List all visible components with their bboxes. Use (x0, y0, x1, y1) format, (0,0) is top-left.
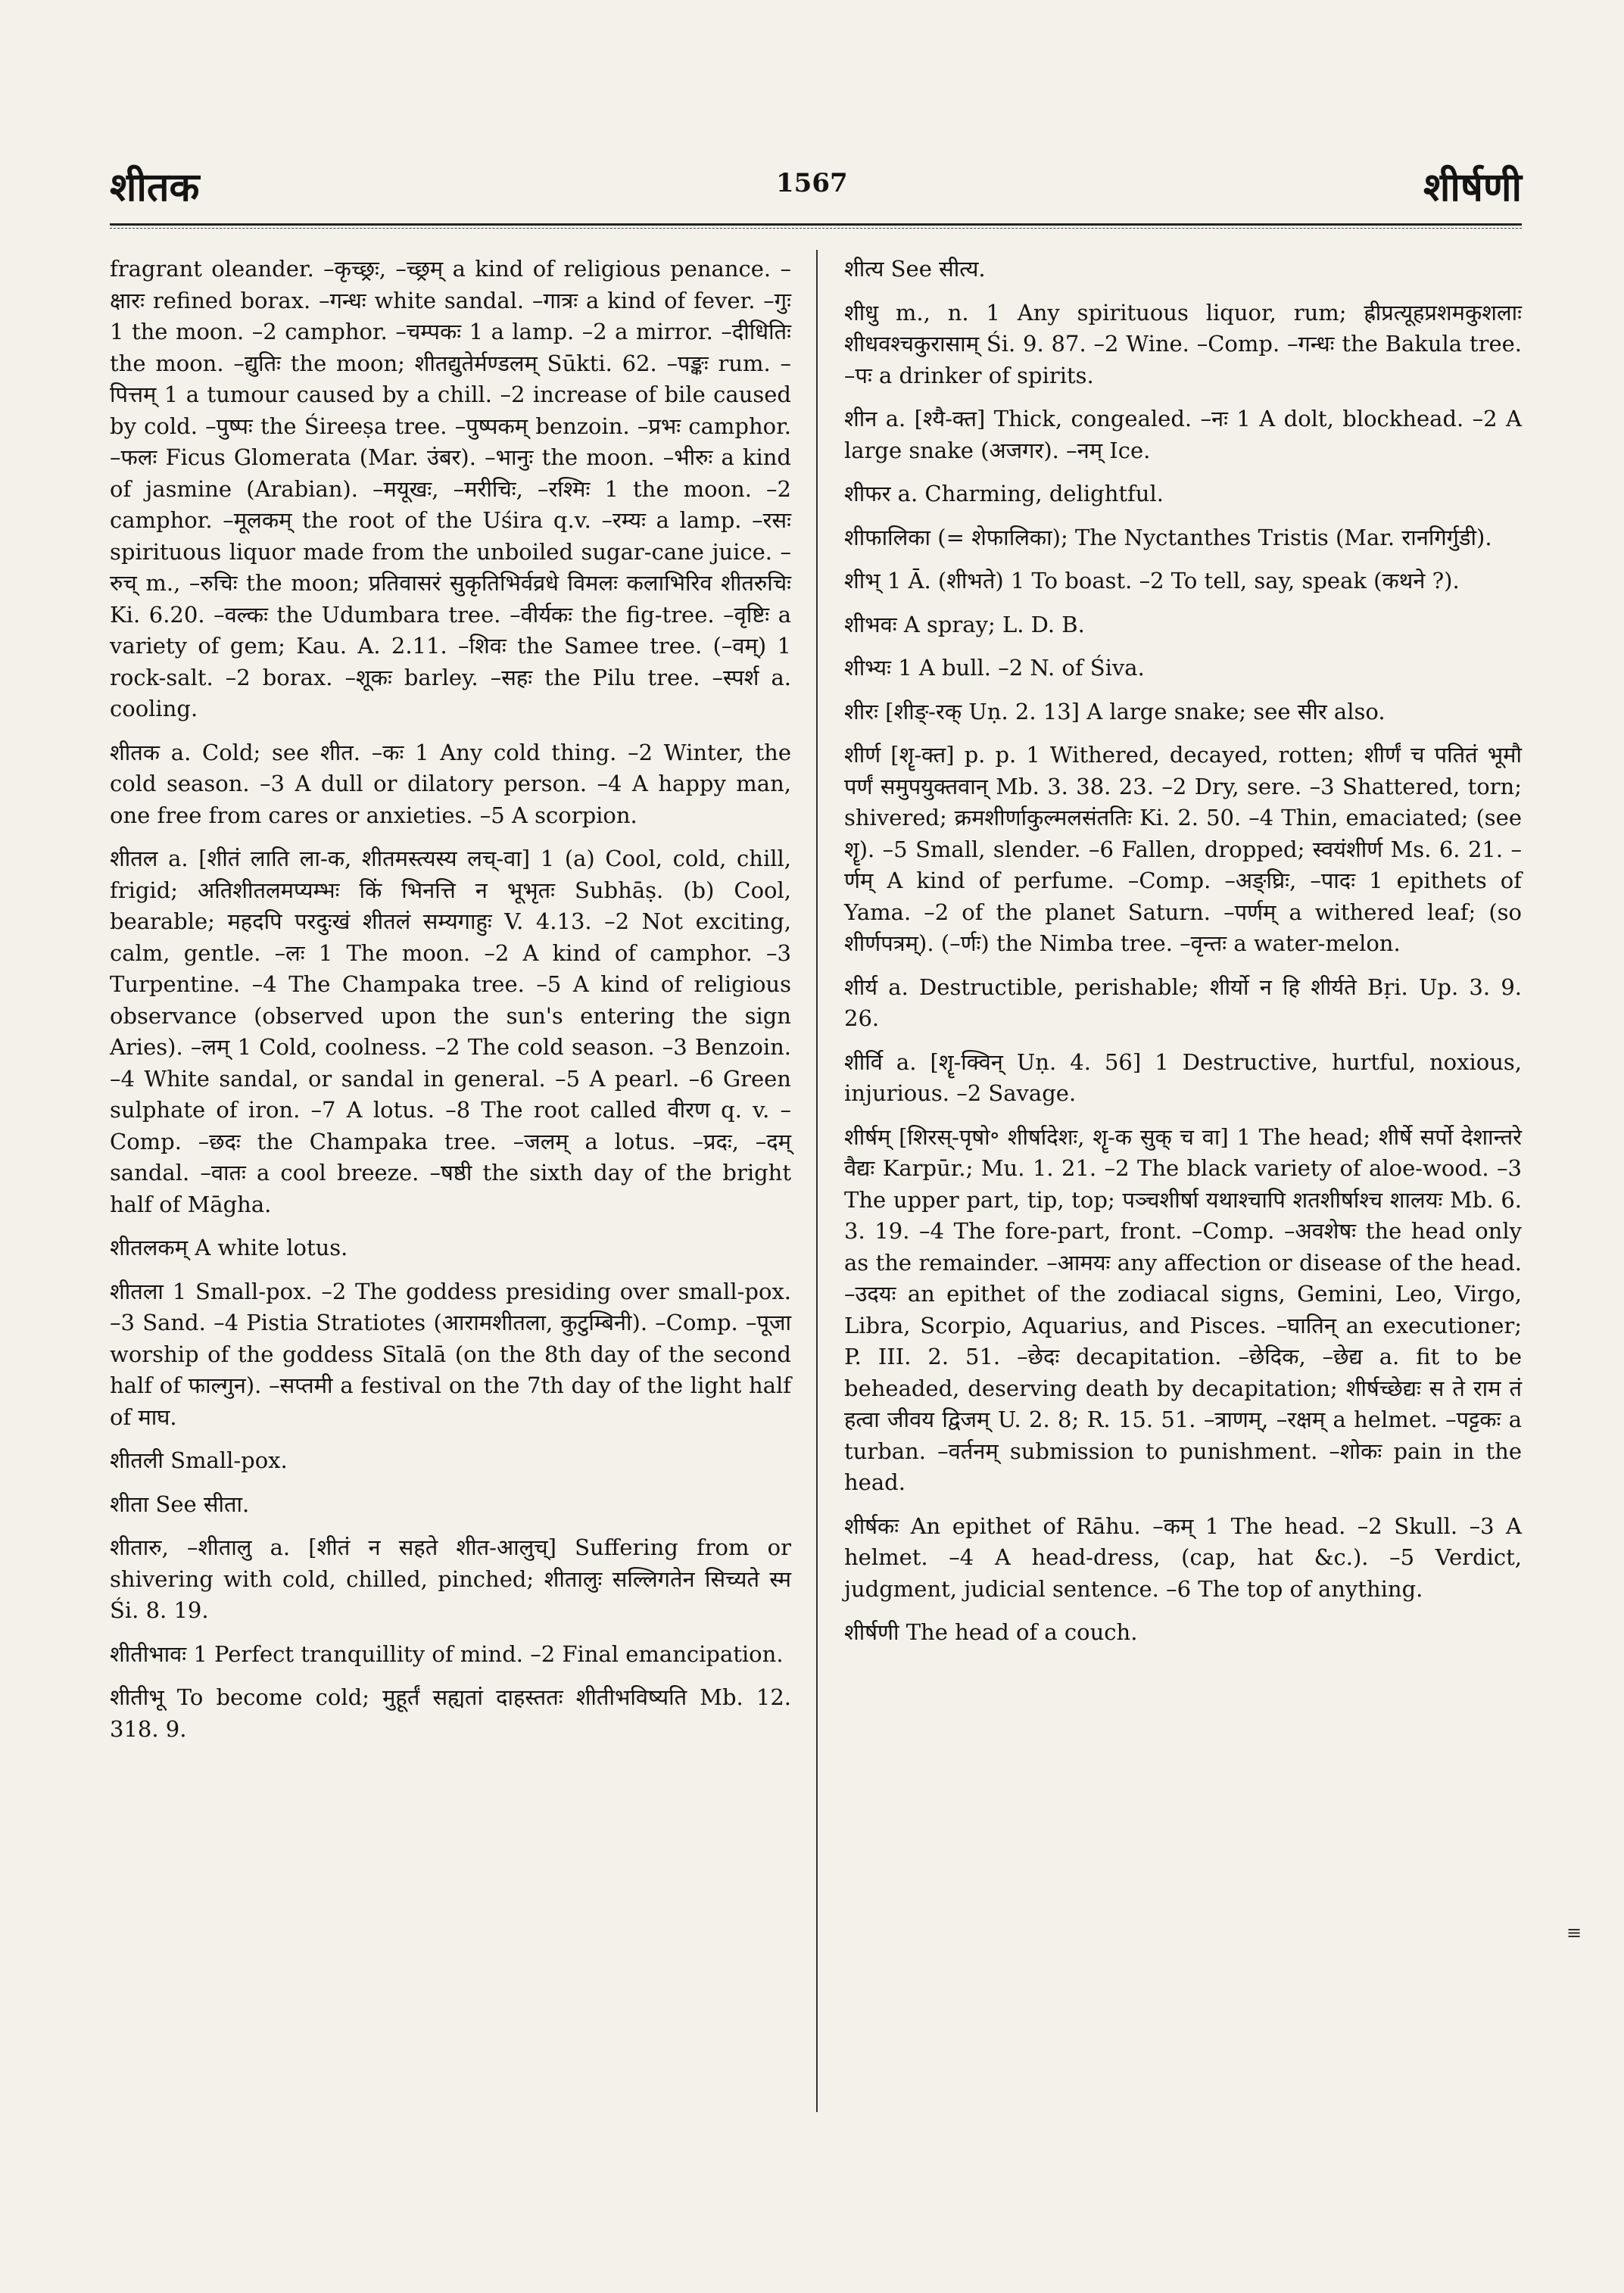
entry-text: शीर्य a. Destructible, perishable; शीर्यो न हि शीर्यते Bṛi. Up. 3. 9. 26. (844, 974, 1522, 1031)
dictionary-entry (844, 1047, 1522, 1110)
dictionary-entry (110, 843, 791, 1220)
dictionary-entry (844, 565, 1522, 597)
entry-text: शीतारु, –शीतालु a. [शीतं न सहते शीत-आलुच्] Suffering from or shivering with cold, chilled, pinched; शीतालुः सल्लिगतेन सिच्यते स्म Śi. 8. 19. (110, 1534, 791, 1623)
dictionary-entry (844, 740, 1522, 960)
entry-text: शीभवः A spray; L. D. B. (844, 611, 1085, 637)
dictionary-entry (844, 298, 1522, 392)
entry-text: शीभ् 1 Ā. (शीभते) 1 To boast. –2 To tell, say, speak (कथने ?). (844, 568, 1460, 594)
dictionary-entry (844, 696, 1522, 728)
entry-text: शीन a. [श्यै-क्त] Thick, congealed. –नः 1 A dolt, blockhead. –2 A large snake (अजगर). –नम् Ice. (844, 406, 1522, 463)
right-column (844, 254, 1522, 1661)
dictionary-entry (110, 1682, 791, 1745)
dictionary-entry (110, 737, 791, 832)
entry-text: शीत्य See सीत्य. (844, 256, 986, 282)
dictionary-entry (110, 1276, 791, 1434)
entry-text: शीतली Small-pox. (110, 1447, 288, 1473)
column-divider (816, 250, 818, 2112)
dictionary-entry (844, 1617, 1522, 1649)
entry-text: शीफर a. Charming, delightful. (844, 481, 1164, 506)
dictionary-entry (110, 1639, 791, 1671)
dictionary-entry (110, 1532, 791, 1627)
dictionary-entry (844, 1122, 1522, 1499)
page-number: 1567 (776, 168, 848, 198)
dictionary-entry (110, 254, 791, 725)
entry-text: शीभ्यः 1 A bull. –2 N. of Śiva. (844, 655, 1145, 681)
entry-text: शीतीभू To become cold; मुहूर्तं सह्यतां दाहस्ततः शीतीभविष्यति Mb. 12. 318. 9. (110, 1684, 791, 1742)
dictionary-entry (844, 478, 1522, 510)
dictionary-entry (844, 609, 1522, 641)
left-column (110, 254, 791, 1757)
dictionary-entry (844, 1511, 1522, 1606)
entry-text: शीर्षकः An epithet of Rāhu. –कम् 1 The head. –2 Skull. –3 A helmet. –4 A head-dress, (cap, hat &c.). –5 Verdict, judgment, judicial sentence. –6 The top of anything. (844, 1513, 1522, 1602)
entry-text: शीर्षम् [शिरस्-पृषो॰ शीर्षादेशः, शॄ-क सुक् च वा] 1 The head; शीर्षे सर्पो देशान्तरे वैद्यः Karpūr.; Mu. 1. 21. –2 The black variety of aloe-wood. –3 The upper part, tip, top; पञ्चशीर्षा यथाश्चापि शतशीर्षाश्च शालयः Mb. 6. 3. 19. –4 The fore-part, front. –Comp. –अवशेषः the head only as the remainder. –आमयः any affection or disease of the head. –उदयः an epithet of the zodiacal signs, Gemini, Leo, Virgo, Libra, Scorpio, Aquarius, and Pisces. –घातिन् an executioner; P. III. 2. 51. –छेदः decapitation. –छेदिक, –छेद्य a. fit to be beheaded, deserving death by decapitation; शीर्षच्छेद्यः स ते राम तं हत्वा जीवय द्विजम् U. 2. 8; R. 15. 51. –त्राणम्, –रक्षम् a helmet. –पट्टकः a turban. –वर्तनम् submission to punishment. –शोकः pain in the head. (844, 1123, 1522, 1495)
entry-text: शीतक a. Cold; see शीत. –कः 1 Any cold thing. –2 Winter, the cold season. –3 A dull or dilatory person. –4 A happy man, one free from cares or anxieties. –5 A scorpion. (110, 739, 791, 828)
dictionary-entry (110, 1445, 791, 1477)
dictionary-entry (110, 1489, 791, 1521)
page-header (110, 159, 1522, 227)
entry-text: शीर्वि a. [शॄ-क्विन् Uṇ. 4. 56] 1 Destructive, hurtful, noxious, injurious. –2 Savage. (844, 1048, 1522, 1106)
dictionary-entry (844, 254, 1522, 285)
dictionary-entry (110, 1232, 791, 1264)
entry-text: शीरः [शीङ्-रक् Uṇ. 2. 13] A large snake; see सीर also. (844, 698, 1386, 724)
header-rule (110, 223, 1522, 229)
dictionary-entry (844, 522, 1522, 554)
entry-text: शीतल a. [शीतं लाति ला-क, शीतमस्त्यस्य लच्-वा] 1 (a) Cool, cold, chill, frigid; अतिशीतलमप्यम्भः किं भिनत्ति न भूभृतः Subhāṣ. (b) Cool, bearable; महदपि परदुःखं शीतलं सम्यगाहुः V. 4.13. –2 Not exciting, calm, gentle. –लः 1 The moon. –2 A kind of camphor. –3 Turpentine. –4 The Champaka tree. –5 A kind of religious observance (observed upon the sun's entering the sign Aries). –लम् 1 Cold, coolness. –2 The cold season. –3 Benzoin. –4 White sandal, or sandal in general. –5 A pearl. –6 Green sulphate of iron. –7 A lotus. –8 The root called वीरण q. v. –Comp. –छदः the Champaka tree. –जलम् a lotus. –प्रदः, –दम् sandal. –वातः a cool breeze. –षष्ठी the sixth day of the bright half of Māgha. (110, 846, 791, 1217)
entry-text: शीतला 1 Small-pox. –2 The goddess presiding over small-pox. –3 Sand. –4 Pistia Stratiotes (आरामशीतला, कुटुम्बिनी). –Comp. –पूजा worship of the goddess Sītalā (on the 8th day of the second half of फाल्गुन). –सप्तमी a festival on the 7th day of the light half of माघ. (110, 1278, 791, 1430)
entry-text: शीर्षणी The head of a couch. (844, 1619, 1138, 1645)
entry-text: शीफालिका (= शेफालिका); The Nyctanthes Tristis (Mar. रानगिर्गुडी). (844, 524, 1492, 550)
entry-text: शीर्ण [शॄ-क्त] p. p. 1 Withered, decayed, rotten; शीर्णं च पतितं भूमौ पर्णं समुपयुक्तवान् Mb. 3. 38. 23. –2 Dry, sere. –3 Shattered, torn; shivered; क्रमशीर्णाकुल्मलसंततिः Ki. 2. 50. –4 Thin, emaciated; (see शॄ). –5 Small, slender. –6 Fallen, dropped; स्वयंशीर्ण Ms. 6. 21. –र्णम् A kind of perfume. –Comp. –अङ्घ्रिः, –पादः 1 epithets of Yama. –2 of the planet Saturn. –पर्णम् a withered leaf; (so शीर्णपत्रम्). (–र्णः) the Nimba tree. –वृन्तः a water-melon. (844, 742, 1522, 956)
entry-text: शीधु m., n. 1 Any spirituous liquor, rum; ह्रीप्रत्यूहप्रशमकुशलाः शीधवश्चकुरासाम् Śi. 9. 87. –2 Wine. –Comp. –गन्धः the Bakula tree. –पः a drinker of spirits. (844, 299, 1522, 388)
entry-text: शीता See सीता. (110, 1491, 250, 1517)
entry-text: शीतीभावः 1 Perfect tranquillity of mind. –2 Final emancipation. (110, 1640, 784, 1667)
margin-mark: ≡ (1566, 1922, 1582, 1943)
right-headword: शीर्षणी (1423, 164, 1522, 210)
entry-text: शीतलकम् A white lotus. (110, 1235, 348, 1260)
dictionary-entry (844, 653, 1522, 684)
dictionary-entry (844, 403, 1522, 466)
entry-text: fragrant oleander. –कृच्छ्रः, –च्छ्रम् a kind of religious penance. –क्षारः refined borax. –गन्धः white sandal. –गात्रः a kind of fever. –गुः 1 the moon. –2 camphor. –चम्पकः 1 a lamp. –2 a mirror. –दीधितिः the moon. –द्युतिः the moon; शीतद्युतेर्मण्डलम् Sūkti. 62. –पङ्कः rum. –पित्तम् 1 a tumour caused by a chill. –2 increase of bile caused by cold. –पुष्पः the Śireeṣa tree. –पुष्पकम् benzoin. –प्रभः camphor. –फलः Ficus Glomerata (Mar. उंबर). –भानुः the moon. –भीरुः a kind of jasmine (Arabian). –मयूखः, –मरीचिः, –रश्मिः 1 the moon. –2 camphor. –मूलकम् the root of the Uśira q.v. –रम्यः a lamp. –रसः spirituous liquor made from the unboiled sugar-cane juice. –रुच् m., –रुचिः the moon; प्रतिवासरं सुकृतिभिर्वव्रधे विमलः कलाभिरिव शीतरुचिः Ki. 6.20. –वल्कः the Udumbara tree. –वीर्यकः the fig-tree. –वृष्टिः a variety of gem; Kau. A. 2.11. –शिवः the Samee tree. (–वम्) 1 rock-salt. –2 borax. –शूकः barley. –सहः the Pilu tree. –स्पर्श a. cooling. (110, 256, 791, 721)
dictionary-entry (844, 972, 1522, 1035)
left-headword: शीतक (110, 164, 200, 210)
